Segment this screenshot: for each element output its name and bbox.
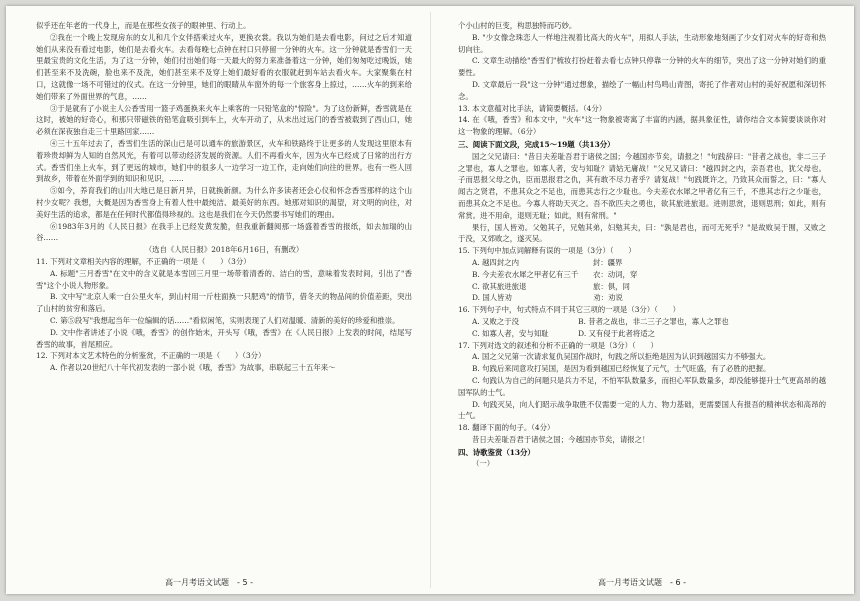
left-page-paragraph: 似乎还在年老的一代身上，而是在那些女孩子的眼神里、行动上。	[36, 21, 251, 30]
left-page-paragraph: D. 文中作者讲述了小说《哦，香雪》的创作始末，开头写《哦，香雪》在《人民日报》上发表的时间，结尾写香雪的故事，首尾照应。	[36, 327, 412, 349]
right-page-paragraph: 国之父兄请曰："昔日夫差耻吾君于诸侯之国；今越国亦节矣，请报之！"句践辞曰："昔者之战也，非二三子之罪也，寡人之罪也。如寡人者，安与知耻？请姑无庸战！"父兄又请曰："越四封之内，亲吾君也，犹父母也。子而思报父母之仇，臣而思报君之仇，其有敢不尽力者乎？请复战！"句践既许之，乃致其众而誓之，曰："寡人闻古之贤君，不患其众之不足也，而患其志行之少耻也。今夫差衣水犀之甲者亿有三千，不患其志行之少耻也，而患其众之不足也。今寡人将助天灭之。吾不欲匹夫之勇也，欲其旅进旅退。进则思赏，退则思刑；如此，则有常赏。进不用命，退则无耻；如此，则有常刑。"	[458, 151, 826, 220]
right-page-paragraph: D. 句践灭吴，向人们昭示战争取胜不仅需要一定的人力、物力基础，更需要国人有报吾的精神状态和高昂的士气。	[458, 399, 826, 421]
left-page-paragraph: ④三十五年过去了，香雪们生活的深山已是可以通车的旅游景区，火车和铁路终于让更多的人发现这里原本有着珍贵却鲜为人知的自然风光，有着可以带动经济发展的资源。人们不再看火车，因为火车已经成了日常的出行方式。香雪们坐上火车，到了更远的城市，她们中的很多人一边学习一边工作，走向她们向往的世界。也有一些人回到故乡，带着在外面学到的知识和见识，……	[36, 138, 412, 184]
right-page-paragraph: C. 句践认为自己的问题只是兵力不足，不怕军队数量多，而担心军队数量多，却没能够提升士气更高昂的越国军队的士气。	[458, 375, 826, 397]
right-page-paragraph: A. 越四封之内 封：疆界	[472, 257, 623, 267]
right-page-paragraph: C. 文章生动描绘"香雪们"梳妆打扮赶着去看七点钟只停靠一分钟的火车的细节，突出了这一分钟对她们的重要性。	[458, 56, 826, 78]
right-page-paragraph: 14. 在《哦，香雪》和本文中，"火车"这一物象被寄寓了丰富的内涵，据具象征性，请你结合文本简要谈谈你对这一物象的理解。（6分）	[458, 115, 826, 137]
page-gutter	[430, 12, 431, 588]
right-page-paragraph: D. 国人皆劝 劝：劝说	[472, 293, 623, 303]
right-page-paragraph: 15. 下列句中加点词解释有误的一项是（3分）（ ）	[458, 246, 636, 256]
right-page-body	[458, 20, 826, 576]
left-page-paragraph: ③于是就有了小说主人公香雪用一篮子鸡蛋换来火车上乘客的一只铅笔盒的"惊险"。为了这份新鲜，香雪就是在这时，被她的好奇心，和那只带磁铁的铅笔盒吸引到车上，火车开动了，从未出过远门的香雪被载到了西山口，她必须在深夜独自走三十里路回家……	[36, 103, 412, 137]
right-page-paragraph: D. 文章最后一段"这一分钟"通过想象，描绘了一幅山村鸟鸣山青图，寄托了作者对山村的美好祝愿和深切怀念。	[458, 79, 826, 101]
right-page-paragraph: 18. 翻译下面的句子。（4分）	[458, 423, 555, 433]
right-page-paragraph: （一）	[472, 459, 495, 469]
left-page-paragraph: ⑥1983年3月的《人民日报》在我手上已经发黄发脆，但我重新翻阅那一场盛着香雪的报纸，如去加瑞的山谷……	[36, 221, 412, 243]
left-page-paragraph: B. 文中写"北京人乘一白公里火车，到山村用一斤柱面换一只肥鸡"的情节，借冬天的物品间的价值差距，突出了山村的贫穷和落后。	[36, 292, 412, 314]
right-page-paragraph: B. 句践后来同意攻打吴国，是因为看到越国已经恢复了元气，士气旺盛，有了必胜的把握。	[472, 364, 771, 374]
left-page-paragraph: 12. 下列对本文艺术特色的分析鉴赏，不正确的一项是（ ）（3分）	[36, 351, 266, 361]
left-page-paragraph: （选自《人民日报》2018年6月16日，有删改）	[144, 245, 304, 255]
right-page-paragraph: A. 国之父兄第一次请求复仇吴国作战时，句践之所以拒绝是因为认识到越国实力不够强大。	[472, 352, 771, 362]
left-page-footer: 高一月考语文试题 - 5 -	[165, 578, 253, 587]
right-page-paragraph: 昔日夫差耻吾君于诸侯之国；今越国亦节矣，请报之！	[472, 434, 650, 444]
left-page-paragraph: A. 标题"三月香雪"在文中的含义就是本雪回三月里一场带着清香的、洁白的雪，意味着发表时间，引出了"香雪"这个小说人物形象。	[36, 268, 412, 290]
right-page-paragraph: 个小山村的巨变，构思独特而巧妙。	[458, 21, 577, 30]
left-page-paragraph: A. 作者以20世纪八十年代初发表的一部小说《哦，香雪》为故事，串联起三十五年来～	[50, 363, 336, 373]
left-page-paragraph: ②我在一个晚上发现房东的女儿和几个女伴搭乘过火车，更换衣裳。我以为她们是去看电影，问过之后才知道她们从来没有看过电影，她们是去看火车。去看每晚七点钟在村口只停留一分钟的火车。这一分钟就是香雪们一天里最宝贵的文化生活，为了这一分钟，她们付出她们每一天最大的努力来准备着这一分钟，她们匆匆吃过晚饭，她们甚至来不及洗碗，脸也来不及洗，她们甚至来不及穿上她们最好看的衣服就赶到车站去看火车。大家聚集在村口，这就像一场不可错过的仪式。在这一分钟里，她们的眼睛从车窗外的每一个旅客身上掠过，……火车的到来给她们带来了外面世界的气息，……	[36, 32, 412, 101]
right-page-paragraph: 17. 下列对选文的叙述和分析不正确的一项是（3分）（ ）	[458, 340, 658, 350]
right-page-paragraph: B. 今夫差衣水犀之甲者亿有三千 衣：动词，穿	[472, 269, 638, 279]
right-page-paragraph: B. "少女像念珠恋人一样地注视着比高大的火车"，用拟人手法，生动形象地刻画了少女们对火车的好奇和热切向往。	[458, 32, 826, 54]
right-page-paragraph: 四、诗歌鉴赏（13分）	[458, 447, 535, 457]
right-page-paragraph: 16. 下列句子中，句式特点不同于其它三项的一项是（3分）（ ）	[458, 305, 681, 315]
left-page-paragraph: 11. 下列对文章相关内容的理解，不正确的一项是（ ）（3分）	[36, 256, 251, 266]
right-page-footer: 高一月考语文试题 - 6 -	[598, 578, 686, 587]
right-page-paragraph: C. 如寡人者，安与知耻 D. 又有侵于此者将适之	[472, 328, 656, 338]
right-page-paragraph: 果行，国人皆劝。父勉其子，兄勉其弟，妇勉其夫，曰："孰是君也，而可无死乎？"是故败吴于囿，又败之于没，又郊败之，遂灭吴。	[458, 222, 826, 244]
right-page-paragraph: 三、阅读下面文段，完成15～19题（共13分）	[458, 139, 615, 149]
left-page-body	[36, 20, 412, 576]
right-page-paragraph: A. 又败之于没 B. 昔者之战也，非二三子之罪也，寡人之罪也	[472, 316, 729, 326]
left-page-paragraph: ⑤如今，养育我们的山川大地已是日新月异，日就换新颜。为什么许多读者还会心仪和怀念香雪那样的这个山村少女呢？我想，大概是因为香雪身上有着人性中最纯洁、最美好的东西。她那对知识的渴望，对文明的向往，对美好生活的追求，都是在任何时代都值得珍视的。这也是我们在今天仍然要书写她们的理由。	[36, 186, 412, 219]
exam-sheet	[6, 6, 854, 594]
right-page-paragraph: 13. 本文意蕴对比手法，请简要概括。（4分）	[458, 103, 607, 113]
left-page-paragraph: C. 第⑤段写"我想起当年一位编辑的话……"看似闲笔，实则表现了人们对温暖、清新的美好的珍爱和推崇。	[50, 315, 400, 325]
right-page-paragraph: C. 欲其旅进旅退 旅：俱，同	[472, 281, 630, 291]
